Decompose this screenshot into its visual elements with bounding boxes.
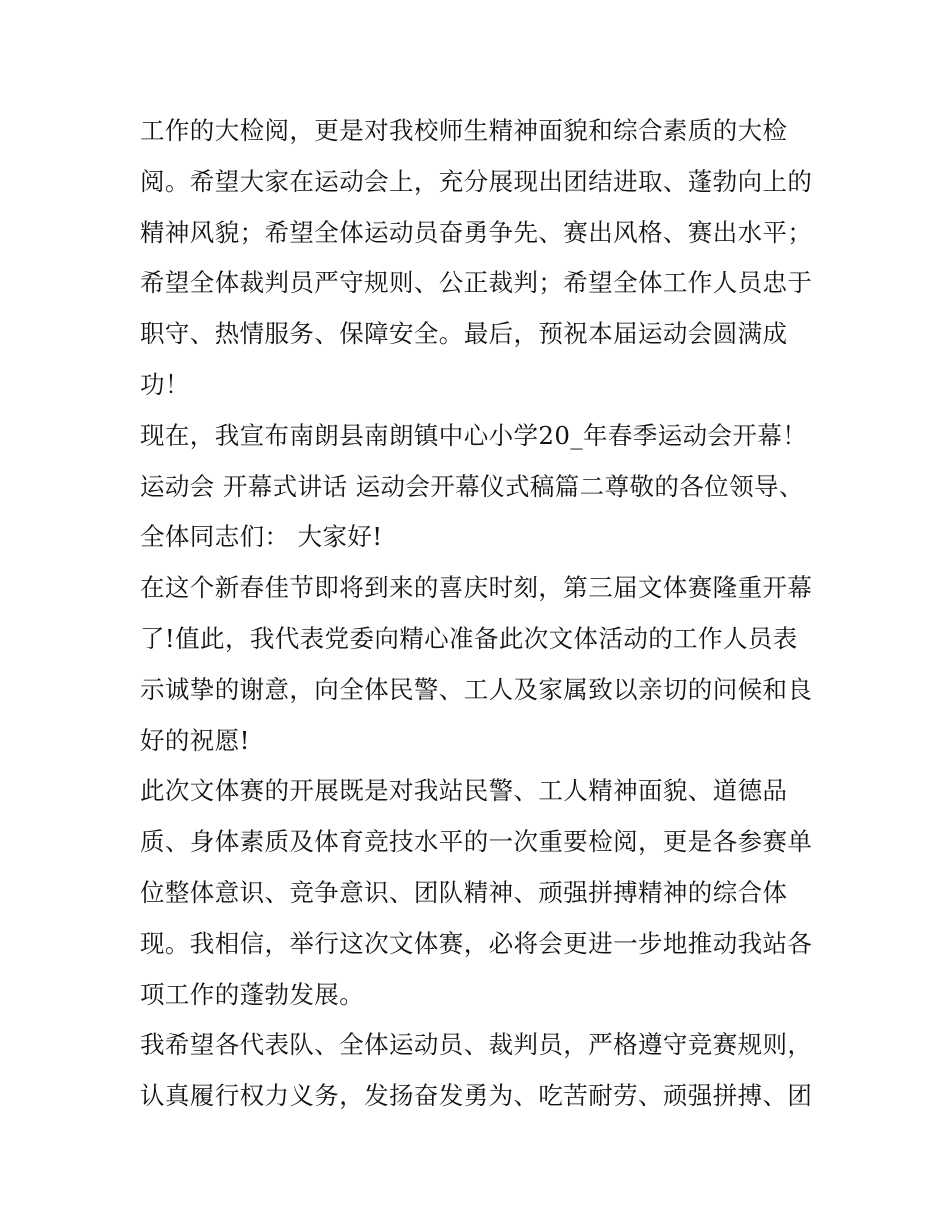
text-line: 认真履行权力义务，发扬奋发勇为、吃苦耐劳、顽强拼搏、团 xyxy=(140,1081,813,1111)
text-line: 职守、热情服务、保障安全。最后，预祝本届运动会圆满成 xyxy=(140,319,788,349)
text-line: 项工作的蓬勃发展。 xyxy=(140,979,365,1009)
text-line: 质、身体素质及体育竞技水平的一次重要检阅，更是各参赛单 xyxy=(140,827,813,857)
text-line: 现在，我宣布南朗县南朗镇中心小学20_年春季运动会开幕！ xyxy=(140,420,808,450)
text-line: 全体同志们： 大家好! xyxy=(140,522,383,552)
text-line: 好的祝愿! xyxy=(140,725,250,755)
text-line: 在这个新春佳节即将到来的喜庆时刻，第三届文体赛隆重开幕 xyxy=(140,573,813,603)
text-line: 此次文体赛的开展既是对我站民警、工人精神面貌、道德品 xyxy=(140,776,788,806)
text-line: 我希望各代表队、全体运动员、裁判员，严格遵守竞赛规则， xyxy=(140,1030,813,1060)
body-text xyxy=(140,106,820,1122)
text-line: 位整体意识、竞争意识、团队精神、顽强拼搏精神的综合体 xyxy=(140,877,788,907)
text-line: 精神风貌；希望全体运动员奋勇争先、赛出风格、赛出水平； xyxy=(140,217,813,247)
text-line: 了!值此，我代表党委向精心准备此次文体活动的工作人员表 xyxy=(140,623,798,653)
text-line: 功！ xyxy=(140,369,190,399)
text-line: 运动会 开幕式讲话 运动会开幕仪式稿篇二尊敬的各位领导、 xyxy=(140,471,804,501)
text-line: 阅。希望大家在运动会上，充分展现出团结进取、蓬勃向上的 xyxy=(140,166,813,196)
text-line: 希望全体裁判员严守规则、公正裁判；希望全体工作人员忠于 xyxy=(140,268,813,298)
text-line: 示诚挚的谢意，向全体民警、工人及家属致以亲切的问候和良 xyxy=(140,674,813,704)
text-line: 工作的大检阅，更是对我校师生精神面貌和综合素质的大检 xyxy=(140,116,788,145)
text-line: 现。我相信，举行这次文体赛，必将会更进一步地推动我站各 xyxy=(140,928,813,958)
